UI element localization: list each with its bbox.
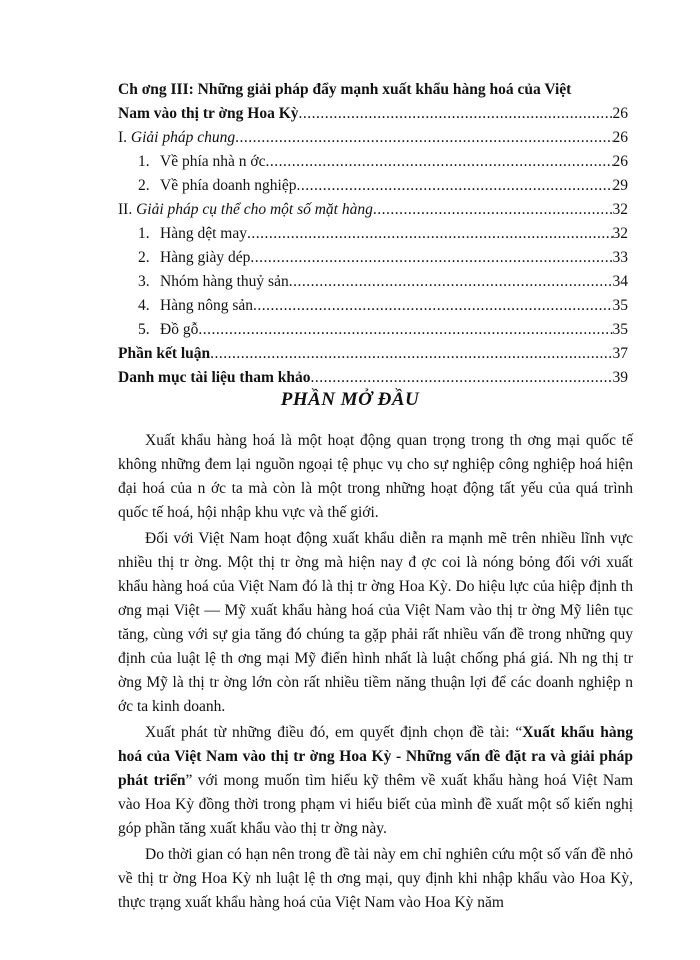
toc-leader-dots	[250, 246, 612, 270]
toc-item[interactable]	[118, 174, 628, 198]
toc-section-1[interactable]	[118, 126, 628, 150]
toc-section-title: Giải pháp cụ thể cho một số mặt hàng	[136, 201, 373, 218]
toc-chapter3-line2[interactable]	[118, 102, 628, 126]
paragraph-3-rest: ” với mong muốn tìm hiểu kỹ thêm về xuất khẩu hàng hoá Việt Nam vào Hoa Kỳ đồng thời trong phạm vi hiểu biết của mình đề xuất một số kiến nghị góp phần tăng xuất khẩu vào thị tr ờng này.	[118, 772, 634, 837]
paragraph-3-intro: Xuất phát từ những điều đó, em quyết định chọn đề tài: “	[145, 724, 523, 741]
toc-item-number: 2.	[138, 177, 150, 194]
toc-page-number: 37	[612, 345, 628, 362]
toc-item[interactable]	[118, 150, 628, 174]
toc-chapter3-title-line2: Nam vào thị tr ờng Hoa Kỳ	[118, 105, 299, 122]
toc-page-number: 26	[612, 153, 628, 170]
toc-leader-dots	[210, 342, 612, 366]
toc-item-title: Về phía nhà n ớc	[160, 153, 266, 170]
toc-page-number: 39	[612, 369, 628, 386]
toc-page-number: 34	[612, 273, 628, 290]
toc-leader-dots	[253, 294, 613, 318]
toc-chapter3-title-line1: Ch ơng III: Những giải pháp đẩy mạnh xuất khẩu hàng hoá của Việt	[118, 81, 572, 98]
section-heading: PHẦN MỞ ĐẦU	[280, 389, 420, 410]
toc-leader-dots	[265, 150, 612, 174]
toc-page-number: 29	[612, 177, 628, 194]
toc-section-2[interactable]	[118, 198, 628, 222]
toc-item-title: Hàng dệt may	[160, 225, 247, 242]
toc-item-title: Về phía doanh nghiệp	[160, 177, 297, 194]
toc-section-title: Giải pháp chung	[130, 129, 236, 146]
toc-section-number: II.	[118, 201, 133, 218]
toc-page-number: 26	[612, 105, 628, 122]
toc-item[interactable]	[118, 270, 628, 294]
toc-leader-dots	[198, 318, 612, 342]
toc-item-number: 1.	[138, 153, 150, 170]
body-text	[118, 429, 633, 917]
paragraph-2: Đối với Việt Nam hoạt động xuất khẩu diễn ra mạnh mẽ trên nhiều lĩnh vực nhiều thị tr ờng. Một thị tr ờng mà hiện nay đ ợc coi là nóng bỏng đối với xuất khẩu hàng hoá của Việt Nam đó là thị tr ờng Hoa Kỳ. Do hiệu lực của hiệp định th ơng mại Việt — Mỹ xuất khẩu hàng hoá của Việt Nam vào thị tr ờng Mỹ liên tục tăng, cùng với sự gia tăng đó chúng ta gặp phải rất nhiều vấn đề trong những quy định của luật lệ th ơng mại Mỹ điển hình nhất là luật chống phá giá. Nh ng thị tr ờng Mỹ là thị tr ờng lớn còn rất nhiều tiềm năng thuận lợi để các doanh nghiệp n ớc ta kinh doanh.	[118, 530, 633, 715]
toc-chapter3-line1[interactable]	[118, 78, 628, 102]
toc-item-number: 5.	[138, 321, 150, 338]
toc-item[interactable]	[118, 222, 628, 246]
toc-page-number: 35	[612, 321, 628, 338]
toc-leader-dots	[235, 126, 612, 150]
toc-item-number: 4.	[138, 297, 150, 314]
toc-leader-dots	[299, 102, 613, 126]
toc-item[interactable]	[118, 294, 628, 318]
toc-page-number: 33	[612, 249, 628, 266]
toc-section-number: I.	[118, 129, 128, 146]
toc-page-number: 35	[612, 297, 628, 314]
toc-page-number: 32	[612, 201, 628, 218]
toc-page-number: 26	[612, 129, 628, 146]
toc-item[interactable]	[118, 246, 628, 270]
toc-item-number: 3.	[138, 273, 150, 290]
toc-leader-dots	[296, 174, 612, 198]
table-of-contents	[118, 78, 628, 390]
toc-item-title: Hàng nông sản	[160, 297, 253, 314]
toc-leader-dots	[373, 198, 613, 222]
toc-references[interactable]	[118, 366, 628, 390]
toc-page-number: 32	[612, 225, 628, 242]
toc-leader-dots	[311, 366, 613, 390]
toc-item-title: Nhóm hàng thuỷ sản	[160, 273, 289, 290]
toc-references-title: Danh mục tài liệu tham khảo	[118, 369, 311, 386]
toc-conclusion-title: Phần kết luận	[118, 345, 211, 362]
toc-item-number: 2.	[138, 249, 150, 266]
thesis-title: Xuất khẩu hàng hoá của Việt Nam vào thị tr ờng Hoa Kỳ - Những vấn đề đặt ra và giải pháp phát triển	[118, 724, 633, 789]
paragraph-4: Do thời gian có hạn nên trong đề tài này em chỉ nghiên cứu một số vấn đề nhỏ về thị tr ờng Hoa Kỳ nh luật lệ th ơng mại, quy định khi nhập khẩu vào Hoa Kỳ, thực trạng xuất khẩu hàng hoá của Việt Nam vào Hoa Kỳ năm	[118, 846, 633, 911]
toc-item-number: 1.	[138, 225, 150, 242]
toc-conclusion[interactable]	[118, 342, 628, 366]
paragraph-3	[118, 721, 633, 841]
paragraph-1: Xuất khẩu hàng hoá là một hoạt động quan trọng trong th ơng mại quốc tế không những đem lại nguồn ngoại tệ phục vụ cho sự nghiệp công nghiệp hoá hiện đại hoá của n ớc ta mà còn là một trong những hoạt động tất yếu của quá trình quốc tế hoá, hội nhập khu vực và thế giới.	[118, 432, 633, 521]
toc-leader-dots	[289, 270, 613, 294]
toc-item-title: Đồ gỗ	[160, 321, 199, 338]
toc-item-title: Hàng giày dép	[160, 249, 251, 266]
toc-item[interactable]	[118, 318, 628, 342]
toc-leader-dots	[247, 222, 613, 246]
